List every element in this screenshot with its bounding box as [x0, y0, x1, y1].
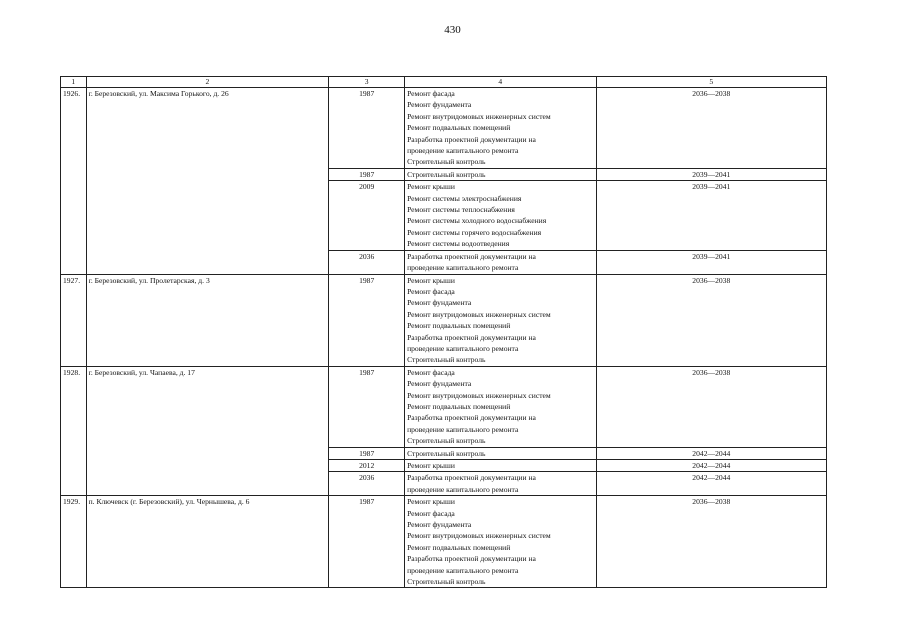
work-item: Ремонт системы горячего водоснабжения — [407, 227, 542, 237]
work-item: Ремонт фасада — [407, 367, 455, 377]
record-address: г. Березовский, ул. Чапаева, д. 17 — [86, 366, 329, 495]
year-cell: 2009 — [329, 181, 405, 250]
table-body — [61, 88, 827, 588]
table-row — [61, 274, 827, 366]
work-item: Ремонт системы холодного водоснабжения — [407, 216, 547, 226]
record-number: 1929. — [61, 496, 87, 588]
work-item: Ремонт внутридомовых инженерных систем — [407, 390, 551, 400]
table-row — [61, 88, 827, 169]
record-number: 1927. — [61, 274, 87, 366]
work-item: Строительный контроль — [407, 169, 486, 179]
year-cell: 1987 — [329, 88, 405, 169]
work-item: Ремонт подвальных помещений — [407, 542, 511, 552]
period-cell: 2036—2038 — [596, 496, 826, 588]
column-header: 5 — [596, 77, 826, 88]
work-item: Ремонт фундамента — [407, 520, 472, 530]
work-item: Ремонт подвальных помещений — [407, 123, 511, 133]
work-item: Строительный контроль — [407, 577, 486, 587]
work-item: проведение капитального ремонта — [407, 343, 519, 353]
period-cell: 2039—2041 — [596, 168, 826, 180]
period-cell: 2042—2044 — [596, 460, 826, 472]
works-cell — [405, 88, 597, 169]
works-cell — [405, 496, 597, 588]
period-cell: 2042—2044 — [596, 447, 826, 459]
work-item: Ремонт крыши — [407, 497, 455, 507]
works-cell — [405, 472, 597, 496]
year-cell: 1987 — [329, 496, 405, 588]
period-cell: 2042—2044 — [596, 472, 826, 496]
work-item: проведение капитального ремонта — [407, 565, 519, 575]
column-header: 2 — [86, 77, 329, 88]
year-cell: 2036 — [329, 472, 405, 496]
works-cell — [405, 168, 597, 180]
year-cell: 1987 — [329, 366, 405, 447]
page-number: 430 — [444, 24, 461, 36]
work-item: проведение капитального ремонта — [407, 484, 519, 494]
year-cell: 1987 — [329, 274, 405, 366]
work-item: Ремонт крыши — [407, 275, 455, 285]
period-cell: 2039—2041 — [596, 181, 826, 250]
column-number-row — [61, 77, 827, 88]
work-item: Ремонт подвальных помещений — [407, 321, 511, 331]
record-address: г. Березовский, ул. Пролетарская, д. 3 — [86, 274, 329, 366]
year-cell: 1987 — [329, 168, 405, 180]
work-item: проведение капитального ремонта — [407, 263, 519, 273]
column-header: 3 — [329, 77, 405, 88]
work-item: Ремонт крыши — [407, 461, 455, 470]
table-row — [61, 366, 827, 447]
period-cell: 2039—2041 — [596, 250, 826, 274]
work-item: Ремонт системы теплоснабжения — [407, 205, 515, 215]
work-item: Ремонт фундамента — [407, 379, 472, 389]
table-row — [61, 496, 827, 588]
work-item: Ремонт подвальных помещений — [407, 401, 511, 411]
work-item: Разработка проектной документации на — [407, 473, 536, 483]
work-item: Ремонт внутридомовых инженерных систем — [407, 309, 551, 319]
works-cell — [405, 181, 597, 250]
work-item: Разработка проектной документации на — [407, 251, 536, 261]
repair-schedule-table — [60, 76, 827, 588]
record-number: 1928. — [61, 366, 87, 495]
record-address: п. Ключевск (г. Березовский), ул. Чернышева, д. 6 — [86, 496, 329, 588]
work-item: Ремонт системы водоотведения — [407, 239, 510, 249]
column-header: 1 — [61, 77, 87, 88]
record-address: г. Березовский, ул. Максима Горького, д. 26 — [86, 88, 329, 275]
year-cell: 2036 — [329, 250, 405, 274]
work-item: Строительный контроль — [407, 355, 486, 365]
work-item: проведение капитального ремонта — [407, 424, 519, 434]
works-cell — [405, 274, 597, 366]
work-item: Ремонт фасада — [407, 508, 455, 518]
work-item: Разработка проектной документации на — [407, 332, 536, 342]
work-item: Строительный контроль — [407, 157, 486, 167]
work-item: Разработка проектной документации на — [407, 554, 536, 564]
works-cell — [405, 460, 597, 472]
period-cell: 2036—2038 — [596, 366, 826, 447]
work-item: Ремонт фасада — [407, 286, 455, 296]
works-cell — [405, 366, 597, 447]
period-cell: 2036—2038 — [596, 274, 826, 366]
work-item: Ремонт внутридомовых инженерных систем — [407, 531, 551, 541]
work-item: проведение капитального ремонта — [407, 146, 519, 156]
year-cell: 2012 — [329, 460, 405, 472]
period-cell: 2036—2038 — [596, 88, 826, 169]
works-cell — [405, 447, 597, 459]
work-item: Ремонт фасада — [407, 89, 455, 98]
work-item: Ремонт фундамента — [407, 100, 472, 110]
works-cell — [405, 250, 597, 274]
year-cell: 1987 — [329, 447, 405, 459]
work-item: Разработка проектной документации на — [407, 134, 536, 144]
work-item: Ремонт системы электроснабжения — [407, 193, 522, 203]
work-item: Строительный контроль — [407, 436, 486, 446]
column-header: 4 — [405, 77, 597, 88]
work-item: Ремонт внутридомовых инженерных систем — [407, 111, 551, 121]
work-item: Разработка проектной документации на — [407, 413, 536, 423]
work-item: Ремонт фундамента — [407, 298, 472, 308]
record-number: 1926. — [61, 88, 87, 275]
work-item: Ремонт крыши — [407, 182, 455, 192]
work-item: Строительный контроль — [407, 448, 486, 458]
